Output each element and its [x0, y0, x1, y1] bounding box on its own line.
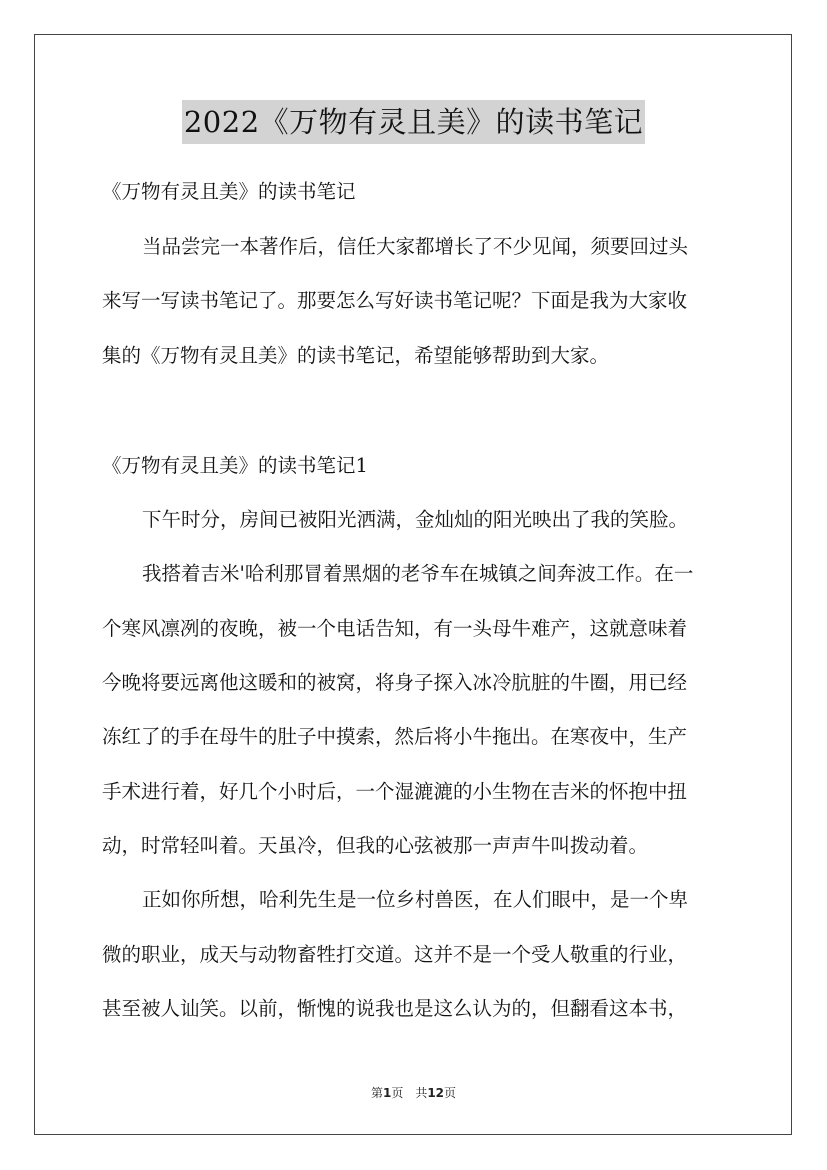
page-footer [0, 1084, 827, 1101]
paragraph-line: 今晚将要远离他这暖和的被窝，将身子探入冰冷肮脏的牛圈，用已经 [102, 671, 688, 694]
paragraph-line: 来写一写读书笔记了。那要怎么写好读书笔记呢？下面是我为大家收 [102, 289, 688, 312]
paragraph-line: 正如你所想，哈利先生是一位乡村兽医，在人们眼中，是一个卑 [142, 888, 689, 911]
paragraph-line: 下午时分，房间已被阳光洒满，金灿灿的阳光映出了我的笑脸。 [142, 508, 689, 531]
footer-page-total: 12 [427, 1086, 445, 1100]
paragraph-line: 当品尝完一本著作后，信任大家都增长了不少见闻，须要回过头 [142, 235, 689, 258]
paragraph-line: 手术进行着，好几个小时后，一个湿漉漉的小生物在吉米的怀抱中扭 [102, 780, 688, 803]
footer-page-current: 1 [382, 1086, 392, 1100]
footer-page-prefix: 第 [370, 1086, 383, 1100]
document-title [0, 100, 827, 144]
document-title-text: 2022《万物有灵且美》的读书笔记 [182, 100, 645, 144]
paragraph-line: 集的《万物有灵且美》的读书笔记，希望能够帮助到大家。 [102, 344, 610, 367]
paragraph-line: 甚至被人讪笑。以前，惭愧的说我也是这么认为的，但翻看这本书， [102, 997, 688, 1020]
paragraph-line: 微的职业，成天与动物畜牲打交道。这并不是一个受人敬重的行业， [102, 943, 688, 966]
paragraph-line: 冻红了的手在母牛的肚子中摸索，然后将小牛拖出。在寒夜中，生产 [102, 725, 688, 748]
paragraph-line: 动，时常轻叫着。天虽冷，但我的心弦被那一声声牛叫拨动着。 [102, 834, 649, 857]
paragraph-line: 个寒风凛冽的夜晚，被一个电话告知，有一头母牛难产，这就意味着 [102, 617, 688, 640]
section-heading: 《万物有灵且美》的读书笔记 [102, 180, 356, 203]
paragraph-line: 我搭着吉米'哈利那冒着黑烟的老爷车在城镇之间奔波工作。在一 [142, 562, 694, 585]
footer-page-mid: 页 共 [391, 1086, 428, 1100]
section-heading: 《万物有灵且美》的读书笔记1 [102, 454, 368, 477]
footer-page-suffix: 页 [444, 1086, 457, 1100]
